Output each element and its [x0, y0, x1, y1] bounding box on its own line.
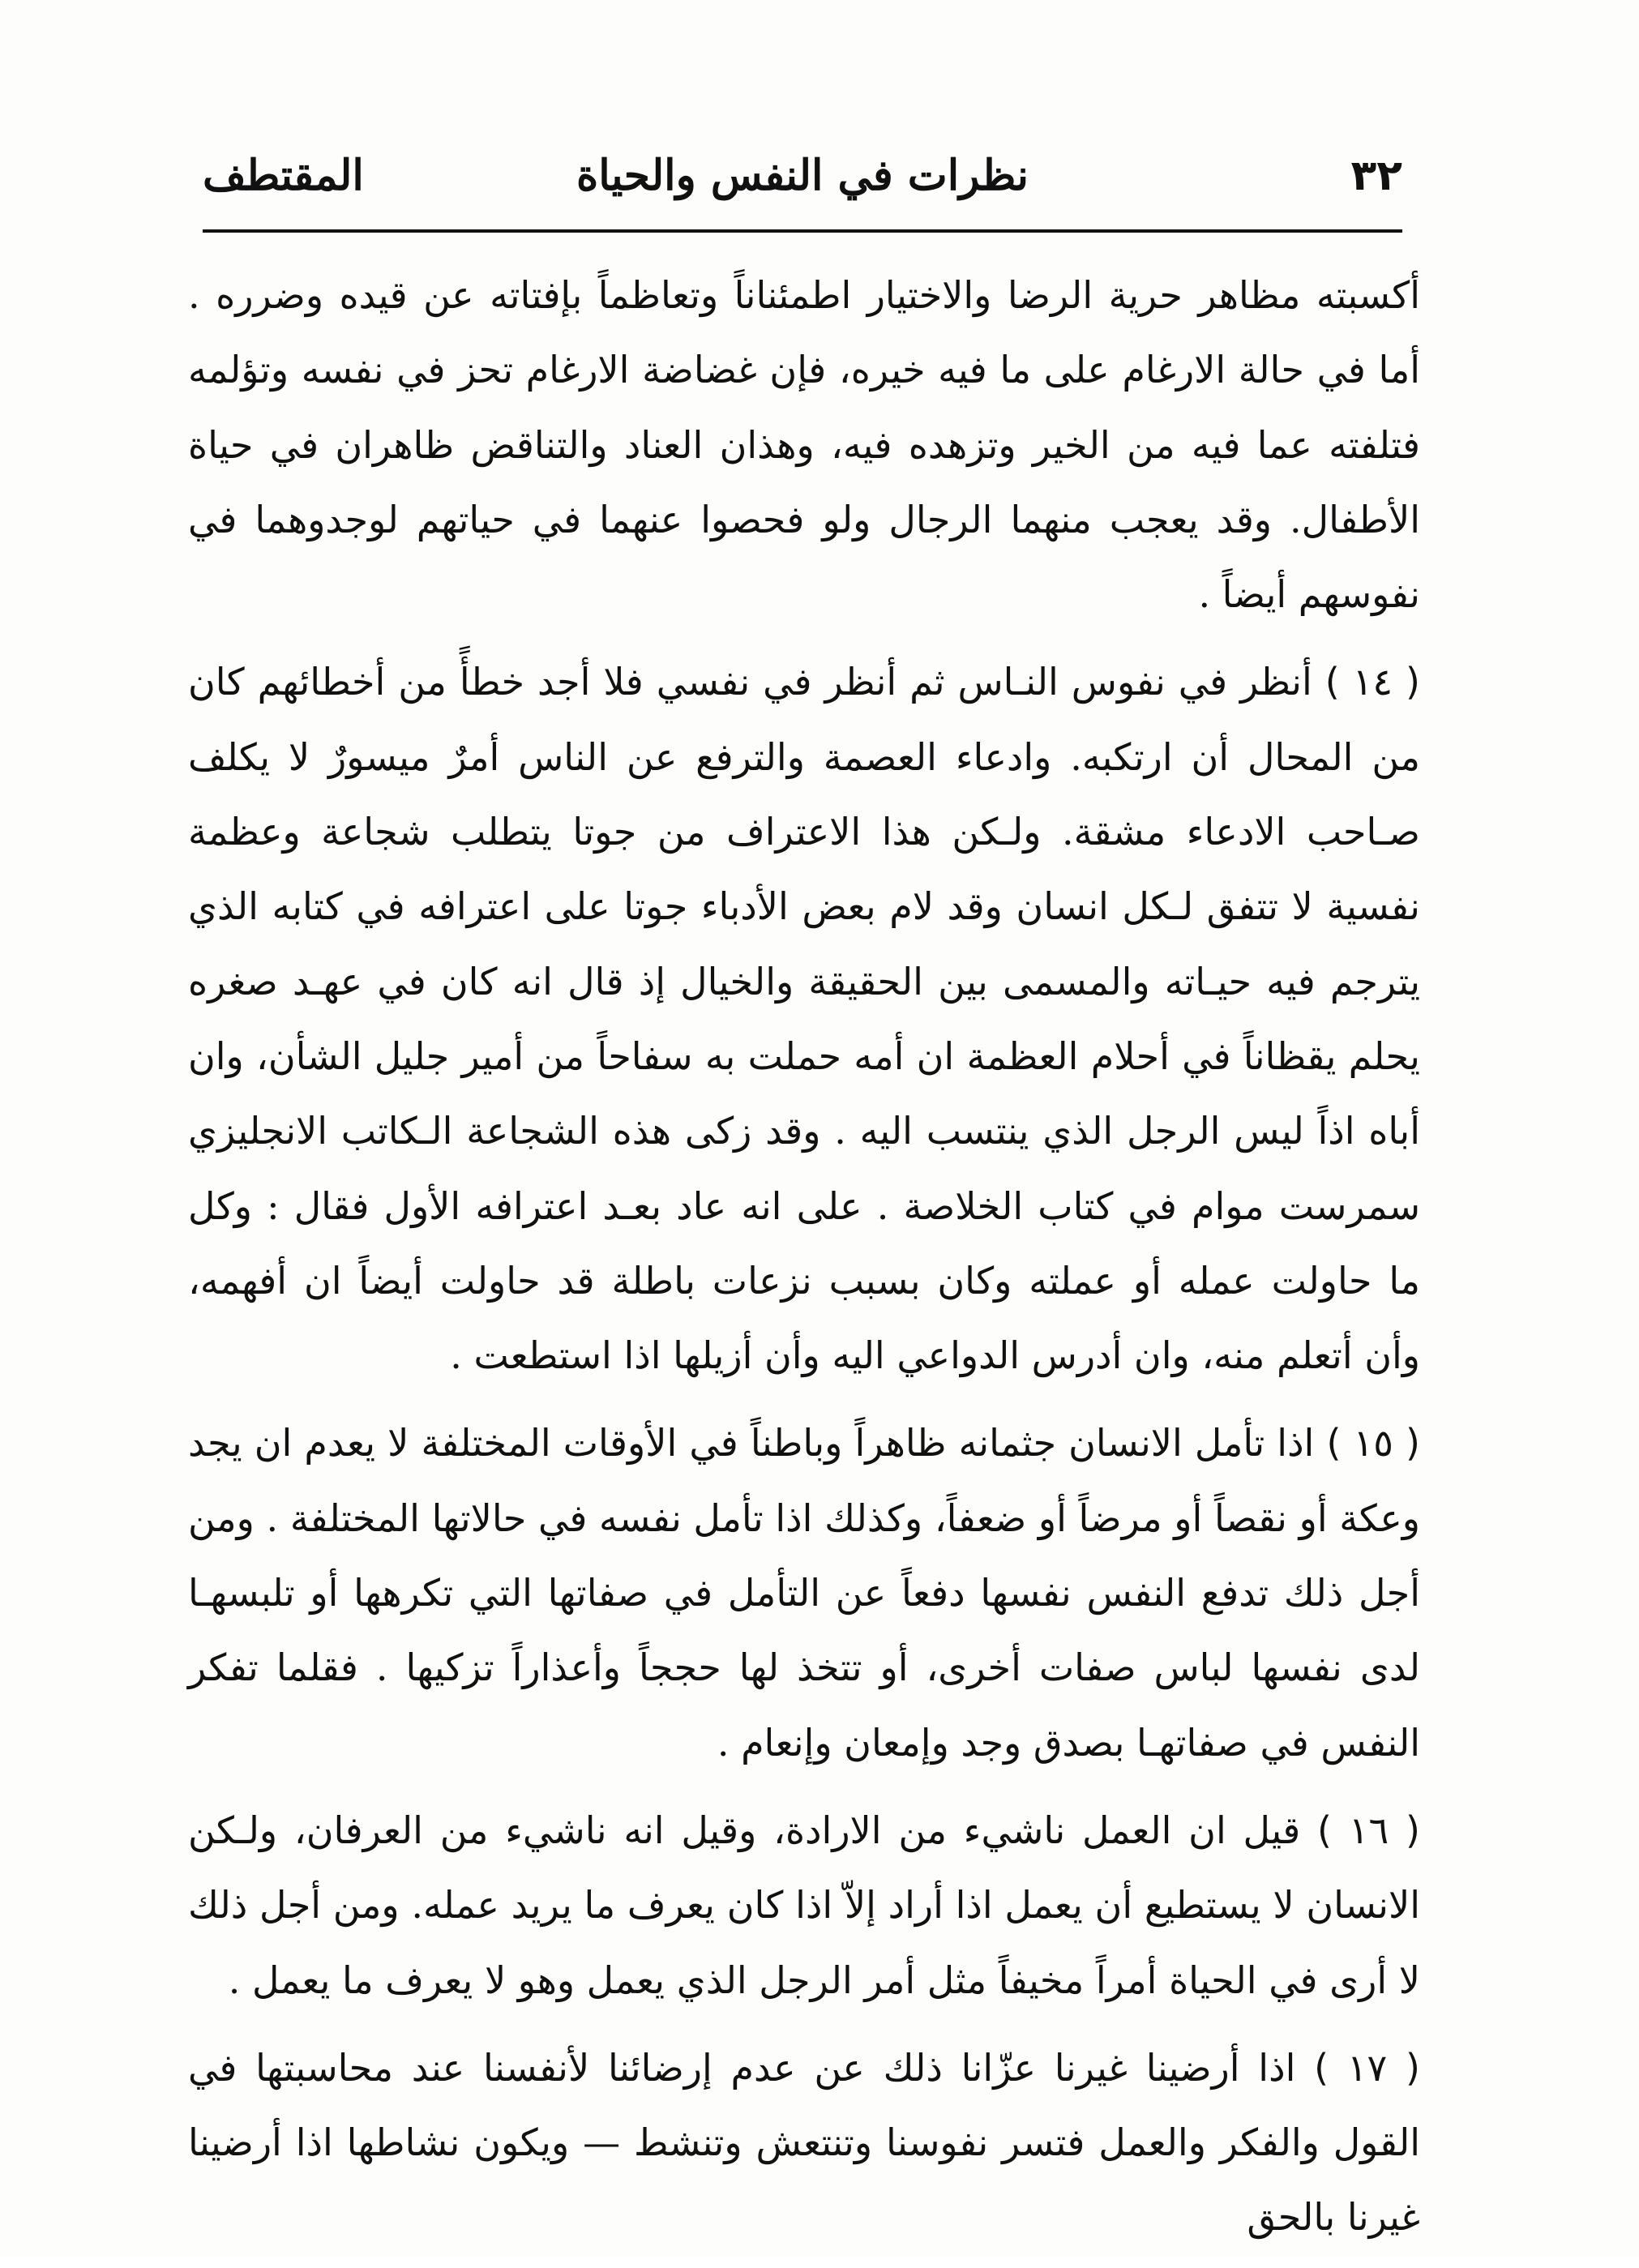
paragraph-text: أنظر في نفوس النـاس ثم أنظر في نفسي فلا أجد خطأً من أخطائهم كان من المحال أن ارتكبه. وادعاء العصمة والترفع عن الناس أمرٌ ميسورٌ لا يكلف صـاحب الادعاء مشقة. ولـكن هذا الاعتراف من جوتا يتطلب شجاعة وعظمة نفسية لا تتفق لـكل انسان وقد لام بعض الأدباء جوتا على اعترافه في كتابه الذي يترجم فيه حيـاته والمسمى بين الحقيقة والخيال إذ قال انه كان في عهـد صغره يحلم يقظاناً في أحلام العظمة ان أمه حملت به سفاحاً من أمير جليل الشأن، وان أباه اذاً ليس الرجل الذي ينتسب اليه . وقد زكى هذه الشجاعة الـكاتب الانجليزي سمرست موام في كتاب الخلاصة . على انه عاد بعـد اعترافه الأول فقال : وكل ما حاولت عمله أو عملته وكان بسبب نزعات باطلة قد حاولت أيضاً ان أفهمه، وأن أتعلم منه، وان أدرس الدواعي اليه وأن أزيلها اذا استطعت . — [188, 660, 1421, 1378]
paragraph-text: أكسبته مظاهر حرية الرضا والاختيار اطمئناناً وتعاظماً بإفتاته عن قيده وضرره . أما في حالة الارغام على ما فيه خيره، فإن غضاضة الارغام تحز في نفسه وتؤلمه فتلفته عما فيه من الخير وتزهده فيه، وهذان العناد والتناقض ظاهران في حياة الأطفال. وقد يعجب منهما الرجال ولو فحصوا عنهما في حياتهم لوجدوهما في نفوسهم أيضاً . — [188, 273, 1420, 617]
journal-name: المقتطف — [203, 151, 364, 200]
paragraph-number: ( ١٦ ) — [1300, 1808, 1420, 1852]
paragraph-text: قيل ان العمل ناشيء من الارادة، وقيل انه ناشيء من العرفان، ولـكن الانسان لا يستطيع أن يعمل اذا أراد إلاّ اذا كان يعرف ما يريد عمله. ومن أجل ذلك لا أرى في الحياة أمراً مخيفاً مثل أمر الرجل الذي يعمل وهو لا يعرف ما يعمل . — [188, 1808, 1420, 2002]
running-header — [203, 139, 1402, 212]
page-number: ٣٢ — [1350, 152, 1402, 200]
body-text — [188, 258, 1420, 2268]
paragraph-17 — [188, 2031, 1420, 2255]
paragraph-number: ( ١٧ ) — [1295, 2045, 1420, 2090]
paragraph-continuation — [188, 258, 1420, 631]
paragraph-text: اذا أرضينا غيرنا عزّانا ذلك عن عدم إرضائنا لأنفسنا عند محاسبتها في القول والفكر والعمل فتسر نفوسنا وتنتعش وتنشط — ويكون نشاطها اذا أرضينا غيرنا بالحق — [188, 2045, 1420, 2240]
paragraph-text: اذا تأمل الانسان جثمانه ظاهراً وباطناً في الأوقات المختلفة لا يعدم ان يجد وعكة أو نقصاً أو مرضاً أو ضعفاً، وكذلك اذا تأمل نفسه في حالاتها المختلفة . ومن أجل ذلك تدفع النفس نفسها دفعاً عن التأمل في صفاتها التي تكرهها أو تلبسهـا لدى نفسها لباس صفات أخرى، أو تتخذ لها حججاً وأعذاراً تزكيها . فقلما تفكر النفس في صفاتهـا بصدق وجد وإمعان وإنعام . — [188, 1421, 1420, 1765]
paragraph-number: ( ١٥ ) — [1314, 1421, 1420, 1466]
header-divider — [203, 229, 1402, 233]
paragraph-14 — [188, 644, 1420, 1393]
article-title: نظرات في النفس والحياة — [576, 151, 1029, 200]
paragraph-15 — [188, 1406, 1420, 1779]
paragraph-16 — [188, 1793, 1420, 2018]
paragraph-number: ( ١٤ ) — [1312, 660, 1420, 704]
